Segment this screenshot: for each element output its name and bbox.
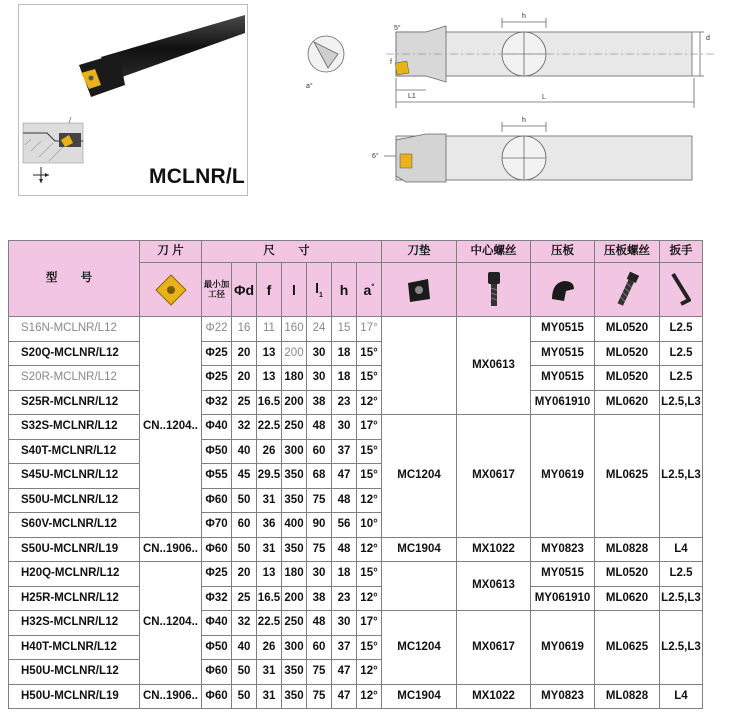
wrench-icon (667, 270, 695, 310)
dim-l1-cell: 75 (307, 684, 332, 709)
shim-cell (382, 562, 457, 611)
dim-l-cell: 180 (282, 562, 307, 587)
dim-l-cell: 250 (282, 611, 307, 636)
center-screw-cell: MX0617 (457, 611, 531, 685)
dim-d-cell: 20 (232, 562, 257, 587)
dim-f-cell: 26 (257, 439, 282, 464)
dim-d-cell: 25 (232, 586, 257, 611)
clamp-icon-cell (531, 263, 595, 317)
dim-a-cell: 12° (357, 684, 382, 709)
table-row (9, 390, 703, 415)
header-shim: 刀垫 (382, 241, 457, 263)
dim-dmin-cell: Φ40 (202, 611, 232, 636)
clamp-cell: MY061910 (531, 586, 595, 611)
dim-h-cell: 23 (332, 586, 357, 611)
header-center-screw: 中心螺丝 (457, 241, 531, 263)
model-cell: S25R-MCLNR/L12 (9, 390, 140, 415)
dim-dmin-cell: Φ60 (202, 684, 232, 709)
dim-dmin-cell: Φ25 (202, 341, 232, 366)
clamp-screw-cell: ML0520 (595, 562, 660, 587)
dim-l1-cell: 38 (307, 586, 332, 611)
dim-h-cell: 23 (332, 390, 357, 415)
dim-dmin-cell: Φ40 (202, 415, 232, 440)
dim-l1-cell: 75 (307, 660, 332, 685)
model-cell: S50U-MCLNR/L19 (9, 537, 140, 562)
center-screw-cell: MX0617 (457, 415, 531, 538)
dim-a-cell: 15° (357, 562, 382, 587)
table-row (9, 341, 703, 366)
svg-text:a°: a° (306, 83, 313, 90)
shim-cell: MC1904 (382, 684, 457, 709)
dim-f-cell: 22.5 (257, 415, 282, 440)
model-cell: S20R-MCLNR/L12 (9, 366, 140, 391)
center-screw-cell: MX1022 (457, 684, 531, 709)
center-screw-icon (483, 270, 505, 310)
dim-l1-cell: 38 (307, 390, 332, 415)
dim-l-cell: 160 (282, 317, 307, 342)
dim-dmin-cell: Φ70 (202, 513, 232, 538)
clamp-cell: MY0515 (531, 366, 595, 391)
model-cell: S45U-MCLNR/L12 (9, 464, 140, 489)
dim-h-cell: 18 (332, 341, 357, 366)
dim-a-cell: 12° (357, 488, 382, 513)
wrench-icon-cell (660, 263, 703, 317)
dim-h-cell: 47 (332, 684, 357, 709)
header-h: h (332, 263, 357, 317)
dim-l-cell: 180 (282, 366, 307, 391)
dim-d-cell: 45 (232, 464, 257, 489)
model-cell: S60V-MCLNR/L12 (9, 513, 140, 538)
svg-text:5°: 5° (394, 25, 401, 32)
dim-l-cell: 400 (282, 513, 307, 538)
wrench-cell: L2.5 (660, 341, 703, 366)
center-screw-cell: MX0613 (457, 562, 531, 611)
dim-f-cell: 16.5 (257, 390, 282, 415)
shim-icon (404, 275, 434, 305)
dim-a-cell: 12° (357, 586, 382, 611)
dim-a-cell: 12° (357, 537, 382, 562)
clamp-cell: MY061910 (531, 390, 595, 415)
dim-h-cell: 56 (332, 513, 357, 538)
dim-dmin-cell: Φ32 (202, 390, 232, 415)
dim-f-cell: 22.5 (257, 611, 282, 636)
dim-h-cell: 18 (332, 562, 357, 587)
clamp-cell: MY0515 (531, 341, 595, 366)
svg-text:h: h (522, 117, 526, 124)
dim-a-cell: 12° (357, 390, 382, 415)
dim-d-cell: 50 (232, 684, 257, 709)
dim-f-cell: 16.5 (257, 586, 282, 611)
dim-l1-cell: 24 (307, 317, 332, 342)
dim-a-cell: 15° (357, 341, 382, 366)
dim-a-cell: 15° (357, 635, 382, 660)
insert-cell: CN..1204.. (140, 317, 202, 538)
dim-l1-cell: 60 (307, 635, 332, 660)
dim-f-cell: 13 (257, 562, 282, 587)
clamp-screw-icon (615, 270, 639, 310)
dim-l1-cell: 90 (307, 513, 332, 538)
table-row (9, 562, 703, 587)
wrench-cell: L2.5,L3 (660, 586, 703, 611)
dim-dmin-cell: Φ60 (202, 660, 232, 685)
dim-l1-cell: 30 (307, 341, 332, 366)
technical-drawing (296, 6, 732, 192)
clamp-screw-cell: ML0620 (595, 390, 660, 415)
header-model: 型 号 (9, 241, 140, 317)
dim-d-cell: 50 (232, 488, 257, 513)
dim-l1-cell: 75 (307, 537, 332, 562)
dim-l-cell: 350 (282, 488, 307, 513)
center-screw-cell: MX1022 (457, 537, 531, 562)
dim-h-cell: 15 (332, 317, 357, 342)
svg-text:6°: 6° (372, 153, 379, 160)
machining-diagram (23, 117, 83, 183)
dim-h-cell: 37 (332, 635, 357, 660)
wrench-cell: L4 (660, 684, 703, 709)
dim-d-cell: 40 (232, 635, 257, 660)
clamp-screw-icon-cell (595, 263, 660, 317)
header-l1: $l_1$ (307, 263, 332, 317)
clamp-screw-cell: ML0520 (595, 317, 660, 342)
dim-h-cell: 48 (332, 537, 357, 562)
header-d: Φd (232, 263, 257, 317)
dim-d-cell: 16 (232, 317, 257, 342)
wrench-cell: L2.5 (660, 562, 703, 587)
table-row (9, 586, 703, 611)
dim-d-cell: 25 (232, 390, 257, 415)
wrench-cell: L4 (660, 537, 703, 562)
clamp-screw-cell: ML0620 (595, 586, 660, 611)
header-a: a° (357, 263, 382, 317)
shim-cell (382, 317, 457, 415)
clamp-screw-cell: ML0828 (595, 537, 660, 562)
header-clamp-screw: 压板螺丝 (595, 241, 660, 263)
shim-cell: MC1204 (382, 415, 457, 538)
dim-l-cell: 300 (282, 635, 307, 660)
dim-l1-cell: 68 (307, 464, 332, 489)
shim-cell: MC1904 (382, 537, 457, 562)
clamp-cell: MY0515 (531, 562, 595, 587)
wrench-cell: L2.5,L3 (660, 611, 703, 685)
shim-cell: MC1204 (382, 611, 457, 685)
clamp-screw-cell: ML0520 (595, 366, 660, 391)
dim-l1-cell: 75 (307, 488, 332, 513)
model-cell: H40T-MCLNR/L12 (9, 635, 140, 660)
svg-text:L1: L1 (408, 93, 416, 100)
dim-d-cell: 50 (232, 537, 257, 562)
model-cell: S40T-MCLNR/L12 (9, 439, 140, 464)
dim-l-cell: 350 (282, 684, 307, 709)
wrench-cell: L2.5,L3 (660, 415, 703, 538)
dim-d-cell: 40 (232, 439, 257, 464)
svg-text:d: d (706, 35, 710, 42)
spec-table (8, 240, 703, 709)
wrench-cell: L2.5,L3 (660, 390, 703, 415)
header-min-bore: 最小加工径 (202, 263, 232, 317)
dim-dmin-cell: Φ60 (202, 537, 232, 562)
clamp-cell: MY0515 (531, 317, 595, 342)
insert-icon (154, 273, 188, 307)
dim-f-cell: 31 (257, 684, 282, 709)
wrench-cell: L2.5 (660, 317, 703, 342)
dim-l1-cell: 48 (307, 611, 332, 636)
insert-cell: CN..1906.. (140, 684, 202, 709)
dim-f-cell: 31 (257, 660, 282, 685)
dim-l-cell: 250 (282, 415, 307, 440)
header-dimensions: 尺 寸 (202, 241, 382, 263)
header-l: l (282, 263, 307, 317)
dim-h-cell: 48 (332, 488, 357, 513)
dim-d-cell: 50 (232, 660, 257, 685)
insert-cell: CN..1204.. (140, 562, 202, 685)
clamp-cell: MY0823 (531, 537, 595, 562)
dim-f-cell: 26 (257, 635, 282, 660)
dim-a-cell: 10° (357, 513, 382, 538)
center-screw-cell: MX0613 (457, 317, 531, 415)
dim-l-cell: 200 (282, 390, 307, 415)
dim-dmin-cell: Φ50 (202, 439, 232, 464)
model-cell: S20Q-MCLNR/L12 (9, 341, 140, 366)
clamp-cell: MY0823 (531, 684, 595, 709)
dim-f-cell: 31 (257, 488, 282, 513)
dim-f-cell: 13 (257, 366, 282, 391)
header-wrench: 扳手 (660, 241, 703, 263)
dim-d-cell: 20 (232, 366, 257, 391)
dim-l-cell: 300 (282, 439, 307, 464)
dim-d-cell: 32 (232, 611, 257, 636)
clamp-cell: MY0619 (531, 611, 595, 685)
dim-d-cell: 20 (232, 341, 257, 366)
clamp-screw-cell: ML0520 (595, 341, 660, 366)
dim-l1-cell: 48 (307, 415, 332, 440)
product-title: MCLNR/L (149, 165, 245, 188)
model-cell: S50U-MCLNR/L12 (9, 488, 140, 513)
insert-cell: CN..1906.. (140, 537, 202, 562)
dim-h-cell: 37 (332, 439, 357, 464)
model-cell: H50U-MCLNR/L19 (9, 684, 140, 709)
dim-h-cell: 18 (332, 366, 357, 391)
table-row (9, 317, 703, 342)
dim-l1-cell: 60 (307, 439, 332, 464)
model-cell: S32S-MCLNR/L12 (9, 415, 140, 440)
clamp-screw-cell: ML0625 (595, 415, 660, 538)
dim-dmin-cell: Φ25 (202, 562, 232, 587)
dim-a-cell: 17° (357, 611, 382, 636)
table-row (9, 684, 703, 709)
svg-text:f: f (390, 59, 392, 66)
dim-l-cell: 350 (282, 660, 307, 685)
wrench-cell: L2.5 (660, 366, 703, 391)
dim-f-cell: 36 (257, 513, 282, 538)
dim-a-cell: 15° (357, 366, 382, 391)
dim-dmin-cell: Φ60 (202, 488, 232, 513)
dim-a-cell: 15° (357, 464, 382, 489)
dim-f-cell: 31 (257, 537, 282, 562)
header-clamp: 压板 (531, 241, 595, 263)
insert-icon-cell (140, 263, 202, 317)
header-insert: 刀 片 (140, 241, 202, 263)
clamp-icon (548, 275, 578, 305)
dim-dmin-cell: Φ25 (202, 366, 232, 391)
svg-text:L: L (542, 94, 546, 101)
dim-l-cell: 350 (282, 537, 307, 562)
model-cell: H50U-MCLNR/L12 (9, 660, 140, 685)
dim-a-cell: 12° (357, 660, 382, 685)
dim-l1-cell: 30 (307, 366, 332, 391)
model-cell: H20Q-MCLNR/L12 (9, 562, 140, 587)
dim-dmin-cell: Φ55 (202, 464, 232, 489)
svg-text:h: h (522, 13, 526, 20)
shim-icon-cell (382, 263, 457, 317)
dim-h-cell: 47 (332, 464, 357, 489)
dim-l-cell: 350 (282, 464, 307, 489)
table-row (9, 537, 703, 562)
dim-d-cell: 60 (232, 513, 257, 538)
dim-a-cell: 15° (357, 439, 382, 464)
dim-l-cell: 200 (282, 586, 307, 611)
table-row (9, 611, 703, 636)
dim-f-cell: 29.5 (257, 464, 282, 489)
dim-l-cell: 200 (282, 341, 307, 366)
dim-a-cell: 17° (357, 415, 382, 440)
dim-dmin-cell: Φ50 (202, 635, 232, 660)
header-f: f (257, 263, 282, 317)
center-screw-icon-cell (457, 263, 531, 317)
clamp-screw-cell: ML0625 (595, 611, 660, 685)
model-cell: S16N-MCLNR/L12 (9, 317, 140, 342)
clamp-screw-cell: ML0828 (595, 684, 660, 709)
dim-f-cell: 13 (257, 341, 282, 366)
dim-l1-cell: 30 (307, 562, 332, 587)
table-row (9, 366, 703, 391)
model-cell: H25R-MCLNR/L12 (9, 586, 140, 611)
product-photo-frame (18, 4, 248, 196)
dim-a-cell: 17° (357, 317, 382, 342)
dim-dmin-cell: Φ32 (202, 586, 232, 611)
clamp-cell: MY0619 (531, 415, 595, 538)
model-cell: H32S-MCLNR/L12 (9, 611, 140, 636)
dim-h-cell: 30 (332, 611, 357, 636)
dim-dmin-cell: Φ22 (202, 317, 232, 342)
dim-h-cell: 30 (332, 415, 357, 440)
dim-d-cell: 32 (232, 415, 257, 440)
dim-h-cell: 47 (332, 660, 357, 685)
dim-f-cell: 11 (257, 317, 282, 342)
table-row (9, 415, 703, 440)
